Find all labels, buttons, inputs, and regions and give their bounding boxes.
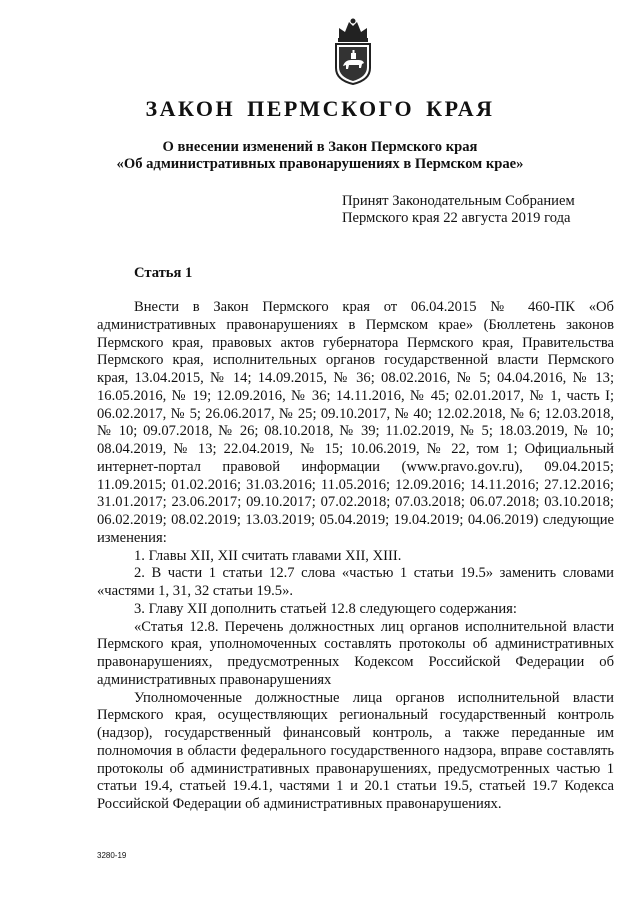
document-code: 3280-19: [97, 851, 127, 860]
adoption-line: Принят Законодательным Собранием: [342, 193, 575, 209]
document-subtitle: [0, 139, 640, 173]
subtitle-line: «Об административных правонарушениях в Пермском крае»: [116, 156, 524, 172]
article-paragraph: Внести в Закон Пермского края от 06.04.2015 № 460-ПК «Об административных правонарушениях в Пермском крае» (Бюллетень законов Пермского края, правовых актов губернатора Пермского края, Правительства Пермского края, исполнительных органов государственной власти Пермского края, 13.04.2015, № 14; 14.09.2015, № 36; 08.02.2016, № 5; 04.04.2016, № 13; 16.05.2016, № 19; 12.09.2016, № 36; 14.11.2016, № 45; 02.01.2017, № 1, часть I; 06.02.2017, № 5; 26.06.2017, № 25; 09.10.2017, № 40; 12.02.2018, № 6; 12.03.2018, № 10; 09.07.2018, № 26; 08.10.2018, № 39; 11.02.2019, № 5; 18.03.2019, № 10; 08.04.2019, № 13; 22.04.2019, № 15; 10.06.2019, № 22, том 1; Официальный интернет-портал правовой информации (www.pravo.gov.ru), 09.04.2015; 11.09.2015; 01.02.2016; 31.03.2016; 11.05.2016; 12.09.2016; 14.11.2016; 27.12.2016; 31.01.2017; 23.06.2017; 09.10.2017; 07.02.2018; 07.03.2018; 06.07.2018; 03.10.2018; 06.02.2019; 08.02.2019; 13.03.2019; 05.04.2019; 19.04.2019; 04.06.2019) следующие изменения:: [97, 299, 614, 546]
article-paragraph: 1. Главы XII, XII считать главами XII, XIII.: [134, 547, 402, 564]
adoption-line: Пермского края 22 августа 2019 года: [342, 210, 571, 226]
article-heading: Статья 1: [134, 265, 193, 281]
document-title: ЗАКОН ПЕРМСКОГО КРАЯ: [145, 96, 495, 121]
article-paragraph: Уполномоченные должностные лица органов исполнительной власти Пермского края, осуществляющих региональный государственный контроль (надзор), государственный финансовый контроль, а также переданные им полномочия в области федерального государственного надзора, вправе составлять протоколы об административных правонарушениях, предусмотренных частью 1 статьи 19.4, статьей 19.4.1, частями 1 и 20.1 статьи 19.5, статьей 19.7 Кодекса Российской Федерации об административных правонарушениях.: [97, 689, 614, 812]
subtitle-line: О внесении изменений в Закон Пермского края: [162, 139, 478, 155]
article-body: [97, 299, 614, 814]
article-paragraph: «Статья 12.8. Перечень должностных лиц органов исполнительной власти Пермского края, уполномоченных составлять протоколы об административных правонарушениях, предусмотренных Кодексом Российской Федерации об административных правонарушениях: [97, 618, 614, 688]
adoption-note: [342, 193, 575, 227]
article-paragraph: 3. Главу XII дополнить статьей 12.8 следующего содержания:: [134, 600, 517, 617]
article-paragraph: 2. В части 1 статьи 12.7 слова «частью 1 статьи 19.5» заменить словами «частями 1, 31, 32 статьи 19.5».: [97, 565, 614, 599]
perm-krai-coat-of-arms-icon: [331, 16, 375, 86]
